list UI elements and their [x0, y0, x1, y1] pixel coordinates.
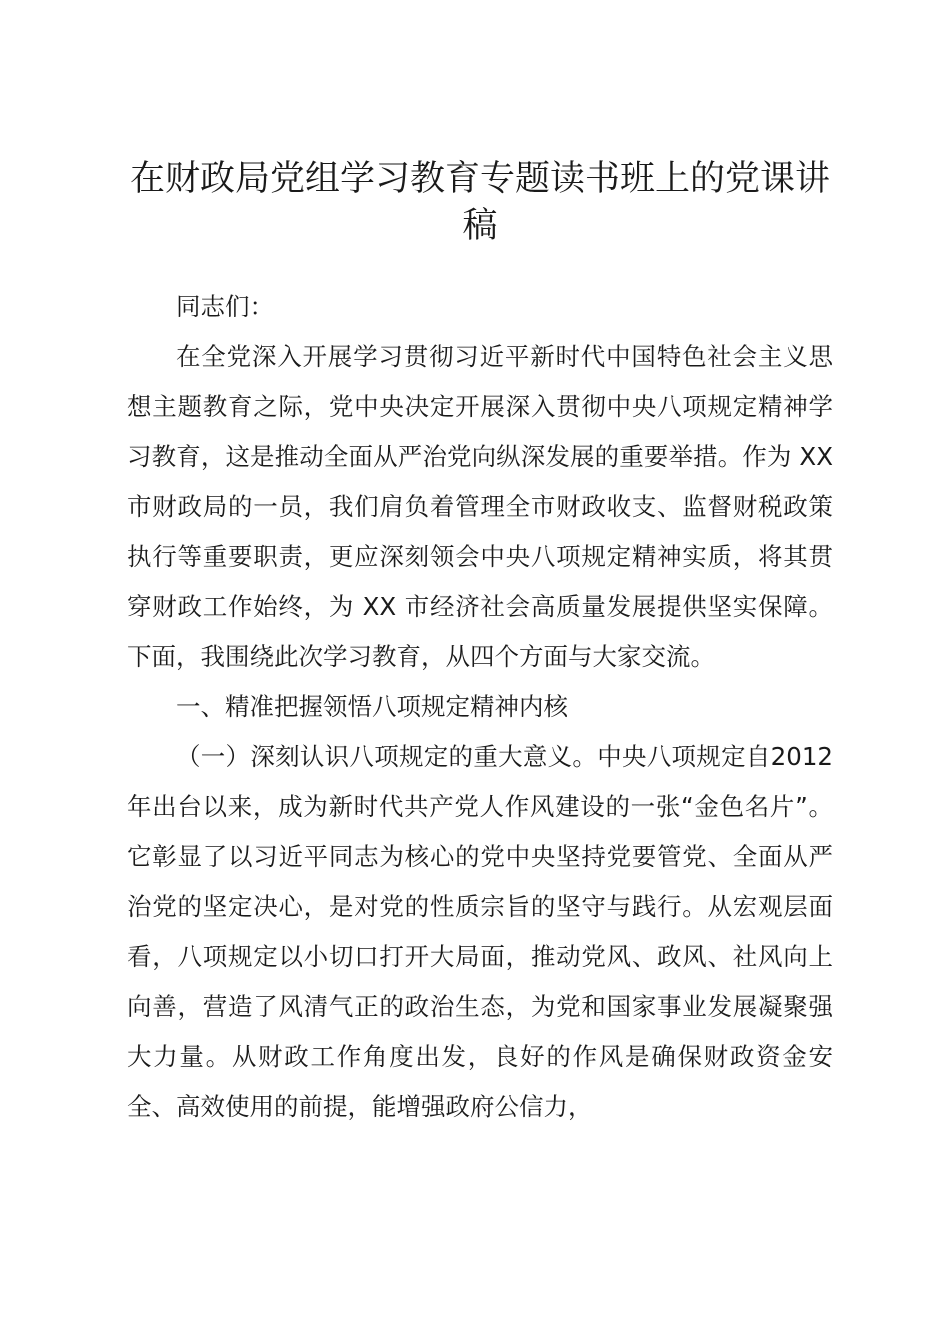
greeting: 同志们： [176, 292, 274, 321]
document-body [127, 282, 833, 1132]
section-heading: 一、精准把握领悟八项规定精神内核 [176, 692, 568, 721]
document-title: 在财政局党组学习教育专题读书班上的党课讲稿 [129, 159, 830, 246]
paragraph-intro: 在全党深入开展学习贯彻习近平新时代中国特色社会主义思想主题教育之际，党中央决定开展深入贯彻中央八项规定精神学习教育，这是推动全面从严治党向纵深发展的重要举措。作为 XX 市财政局的一员，我们肩负着管理全市财政收支、监督财税政策执行等重要职责，更应深刻领会中央八项规定精神实质，将其贯穿财政工作始终，为 XX 市经济社会高质量发展提供坚实保障。下面，我围绕此次学习教育，从四个方面与大家交流。 [127, 342, 833, 671]
paragraph-subsection-1: （一）深刻认识八项规定的重大意义。中央八项规定自2012 年出台以来，成为新时代共产党人作风建设的一张“金色名片”。它彰显了以习近平同志为核心的党中央坚持党要管党、全面从严治党的坚定决心，是对党的性质宗旨的坚守与践行。从宏观层面看，八项规定以小切口打开大局面，推动党风、政风、社风向上向善，营造了风清气正的政治生态，为党和国家事业发展凝聚强大力量。从财政工作角度出发，良好的作风是确保财政资金安全、高效使用的前提，能增强政府公信力， [127, 742, 833, 1121]
